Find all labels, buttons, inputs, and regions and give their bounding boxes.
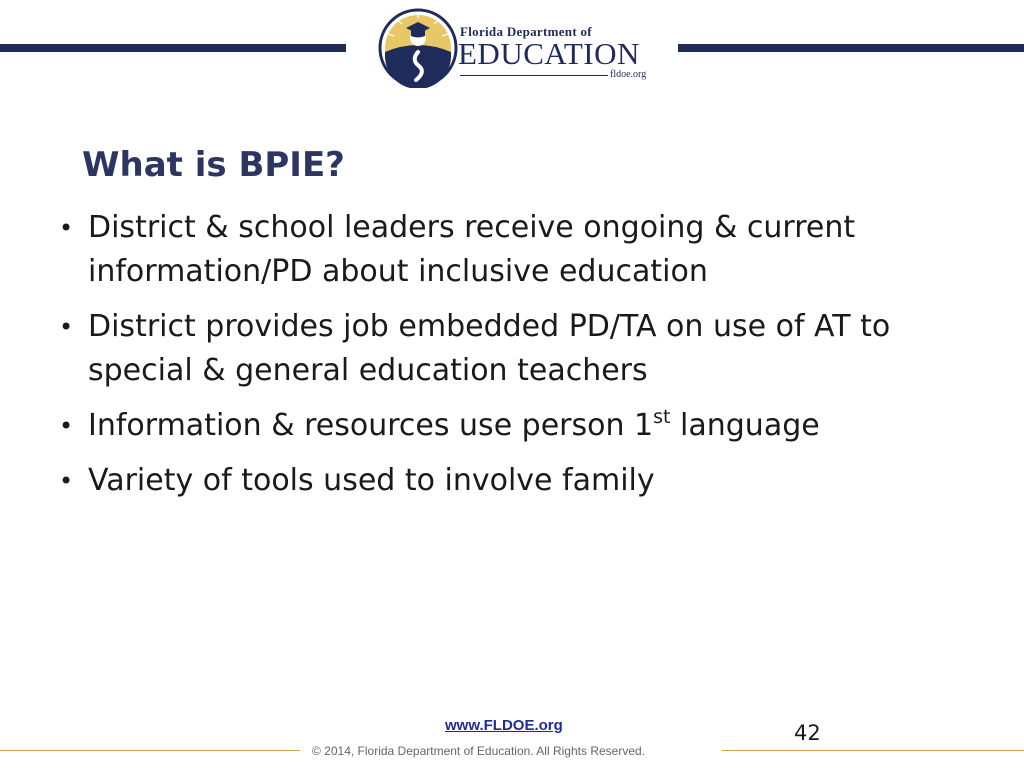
bullet-text	[88, 408, 820, 443]
bullet-text: District & school leaders receive ongoing & current information/PD about inclusive education	[88, 210, 856, 289]
fldoe-website-link[interactable]: www.FLDOE.org	[445, 717, 563, 734]
header-rule-left	[0, 44, 346, 52]
bullet-item	[55, 404, 995, 448]
header-rule-right	[678, 44, 1024, 52]
slide-title: What is BPIE?	[82, 145, 345, 185]
bullet-item	[55, 206, 995, 294]
bullet-dot: •	[59, 313, 74, 341]
bullet-dot: •	[59, 467, 74, 495]
footer-rule-left	[0, 750, 300, 751]
logo-url: fldoe.org	[610, 69, 647, 80]
bullet-item	[55, 459, 995, 503]
logo-line1: Florida Department of	[460, 24, 592, 39]
bullet-list	[55, 206, 995, 514]
bullet-dot: •	[59, 412, 74, 440]
logo-line2: EDUCATION	[458, 36, 640, 71]
bullet-text: Variety of tools used to involve family	[88, 463, 655, 498]
fldoe-seal-icon	[378, 8, 458, 88]
bullet-text: District provides job embedded PD/TA on use of AT to special & general education teachers	[88, 309, 891, 388]
bullet-text-before: Information & resources use person 1	[88, 408, 654, 443]
bullet-text-after: language	[670, 408, 820, 443]
ordinal-superscript: st	[653, 406, 671, 428]
logo-rule	[460, 75, 608, 76]
footer-rule-right	[722, 750, 1024, 751]
bullet-dot: •	[59, 214, 74, 242]
copyright-notice: © 2014, Florida Department of Education. All Rights Reserved.	[312, 744, 646, 758]
page-number: 42	[794, 721, 821, 745]
bullet-item	[55, 305, 995, 393]
fldoe-logo	[378, 8, 658, 92]
